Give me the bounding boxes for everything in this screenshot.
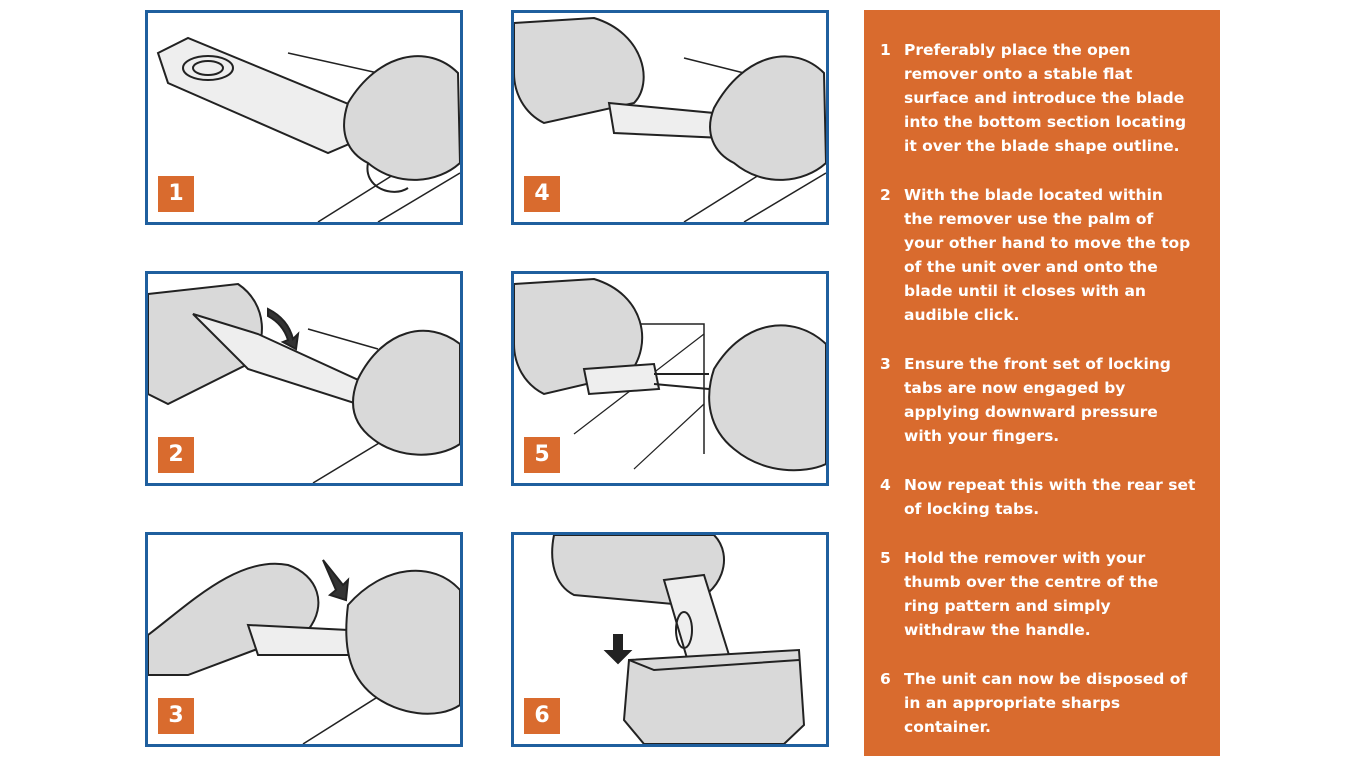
instruction-item <box>880 473 1196 521</box>
illustration-panel-5 <box>511 271 829 486</box>
step-badge: 1 <box>158 176 194 212</box>
instruction-item <box>880 667 1196 739</box>
instruction-item <box>880 38 1196 158</box>
instruction-number: 2 <box>880 186 891 204</box>
step-badge: 4 <box>524 176 560 212</box>
rear-tabs-illustration <box>514 13 826 222</box>
instruction-number: 3 <box>880 355 891 373</box>
disposal-illustration <box>514 535 826 744</box>
illustration-panel-1 <box>145 10 463 225</box>
step-badge: 3 <box>158 698 194 734</box>
instruction-text: Now repeat this with the rear set of locking tabs. <box>904 476 1196 518</box>
front-tabs-illustration <box>148 535 460 744</box>
illustration-panel-2 <box>145 271 463 486</box>
illustration-panel-6 <box>511 532 829 747</box>
step-badge: 2 <box>158 437 194 473</box>
instruction-number: 5 <box>880 549 891 567</box>
illustration-panel-4 <box>511 10 829 225</box>
withdraw-handle-illustration <box>514 274 826 483</box>
illustration-panel-3 <box>145 532 463 747</box>
close-unit-illustration <box>148 274 460 483</box>
instruction-text: With the blade located within the remover use the palm of your other hand to move the top of the unit over and onto the blade until it closes with an audible click. <box>904 186 1191 324</box>
instructions-panel <box>864 10 1220 756</box>
instruction-item <box>880 352 1196 448</box>
instruction-item <box>880 183 1196 327</box>
instruction-number: 6 <box>880 670 891 688</box>
instruction-text: The unit can now be disposed of in an appropriate sharps container. <box>904 670 1188 736</box>
instruction-number: 4 <box>880 476 891 494</box>
instruction-text: Preferably place the open remover onto a stable flat surface and introduce the blade into the bottom section locating it over the blade shape outline. <box>904 41 1187 155</box>
step-badge: 6 <box>524 698 560 734</box>
step-badge: 5 <box>524 437 560 473</box>
instruction-item <box>880 546 1196 642</box>
instruction-number: 1 <box>880 41 891 59</box>
blade-placement-illustration <box>148 13 460 222</box>
instruction-text: Hold the remover with your thumb over the centre of the ring pattern and simply withdraw the handle. <box>904 549 1159 639</box>
instruction-text: Ensure the front set of locking tabs are now engaged by applying downward pressure with your fingers. <box>904 355 1171 445</box>
